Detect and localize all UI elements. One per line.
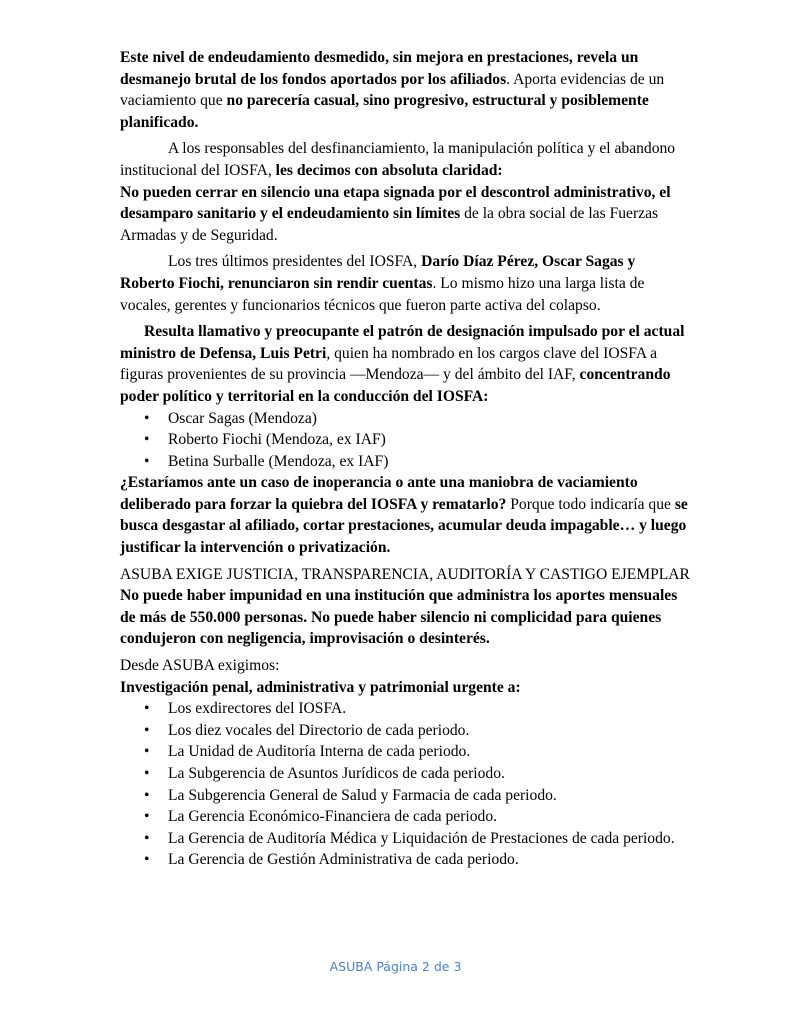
bold-text: Este nivel de endeudamiento desmedido, sin mejora en prestaciones, revela un desmanejo brutal de los fondos aportados por los afiliados xyxy=(120,49,639,88)
list-item xyxy=(120,698,692,720)
bullet-icon: • xyxy=(144,851,150,869)
list-item xyxy=(120,849,692,871)
text: , quien ha nombrado en los cargos clave del IOSFA a figuras provenientes de su provincia —Mendoza— y del ámbito del IAF, xyxy=(120,344,658,384)
bullet-icon: • xyxy=(144,786,150,804)
list-item xyxy=(120,806,692,828)
bold-text: ¿Estaríamos ante un caso de inoperancia o ante una maniobra de vaciamiento deliberado para forzar la quiebra del IOSFA y rematarlo? xyxy=(120,474,638,513)
bullet-icon: • xyxy=(144,765,150,782)
list-item-text: Los exdirectores del IOSFA. xyxy=(168,700,347,718)
list-item xyxy=(120,828,692,850)
bold-text: No pueden cerrar en silencio una etapa signada por el descontrol administrativo, el desamparo sanitario y el endeudamiento sin límites xyxy=(120,183,671,223)
bold-text: les decimos con absoluta claridad: xyxy=(275,161,503,179)
list-item xyxy=(120,785,692,807)
paragraph-no-pueden xyxy=(120,182,692,247)
list-item-text: La Gerencia de Gestión Administrativa de cada periodo. xyxy=(168,851,519,869)
bold-text: No puede haber impunidad en una institución que administra los aportes mensuales de más de 550.000 personas. No puede haber silencio ni complicidad para quienes condujeron con negligencia, improvisación o desinterés. xyxy=(120,587,678,648)
bullet-icon: • xyxy=(144,700,150,718)
list-item xyxy=(120,763,692,785)
bold-text: se busca desgastar al afiliado, cortar prestaciones, acumular deuda impagable… y luego justificar la intervención o privatización. xyxy=(120,495,688,557)
bold-text: concentrando poder político y territorial en la conducción del IOSFA: xyxy=(120,366,671,405)
bullet-icon: • xyxy=(144,409,150,427)
paragraph-debt xyxy=(120,47,692,133)
bullet-icon: • xyxy=(144,452,150,470)
list-item-text: La Gerencia Económico-Financiera de cada periodo. xyxy=(168,808,498,826)
list-item-text: Los diez vocales del Directorio de cada periodo. xyxy=(168,721,470,739)
paragraph-designacion xyxy=(120,321,692,407)
list-item-text: La Unidad de Auditoría Interna de cada periodo. xyxy=(168,743,471,761)
targets-list xyxy=(120,698,692,871)
text: Porque todo indicaría que xyxy=(506,495,675,513)
bullet-icon: • xyxy=(144,721,150,739)
appointees-list xyxy=(120,408,692,473)
bold-text: Investigación penal, administrativa y patrimonial urgente a: xyxy=(120,678,521,696)
list-item-text: Betina Surballe (Mendoza, ex IAF) xyxy=(168,452,389,470)
text: . Aporta evidencias de un vaciamiento que xyxy=(120,70,665,110)
text: Los tres últimos presidentes del IOSFA, xyxy=(168,253,422,271)
text: . Lo mismo hizo una larga lista de vocales, gerentes y funcionarios técnicos que fueron parte activa del colapso. xyxy=(120,274,645,314)
list-item-text: Roberto Fiochi (Mendoza, ex IAF) xyxy=(168,431,386,449)
bullet-icon: • xyxy=(144,743,150,761)
paragraph-presidentes xyxy=(120,251,692,316)
list-item xyxy=(120,408,692,430)
paragraph-exigimos: Desde ASUBA exigimos: xyxy=(120,657,280,675)
list-item-text: Oscar Sagas (Mendoza) xyxy=(168,409,317,427)
paragraph-responsables xyxy=(120,138,692,181)
bullet-icon: • xyxy=(144,431,150,449)
bullet-icon: • xyxy=(144,808,150,826)
section-heading: ASUBA EXIGE JUSTICIA, TRANSPARENCIA, AUDITORÍA Y CASTIGO EJEMPLAR xyxy=(120,565,690,583)
bold-text: Darío Díaz Pérez, Oscar Sagas y Roberto Fiochi, renunciaron sin rendir cuentas xyxy=(120,253,636,292)
list-item xyxy=(120,741,692,763)
text: de la obra social de las Fuerzas Armadas y de Seguridad. xyxy=(120,205,659,244)
list-item-text: La Subgerencia General de Salud y Farmacia de cada periodo. xyxy=(168,786,557,804)
bold-text: no parecería casual, sino progresivo, estructural y posiblemente planificado. xyxy=(120,92,649,131)
page-body xyxy=(120,47,692,871)
paragraph-question xyxy=(120,472,692,558)
list-item xyxy=(120,720,692,742)
list-item-text: La Gerencia de Auditoría Médica y Liquidación de Prestaciones de cada periodo. xyxy=(168,829,675,847)
bullet-icon: • xyxy=(144,829,150,847)
paragraph-investigacion xyxy=(120,677,692,699)
bold-text: Resulta llamativo y preocupante el patrón de designación impulsado por el actual ministro de Defensa, Luis Petri xyxy=(120,323,685,362)
page-footer: ASUBA Página 2 de 3 xyxy=(329,959,462,974)
list-item-text: La Subgerencia de Asuntos Jurídicos de cada periodo. xyxy=(168,765,505,782)
list-item xyxy=(120,451,692,473)
list-item xyxy=(120,429,692,451)
text: A los responsables del desfinanciamiento, la manipulación política y el abandono institucional del IOSFA, xyxy=(120,140,676,179)
paragraph-impunidad xyxy=(120,585,692,650)
